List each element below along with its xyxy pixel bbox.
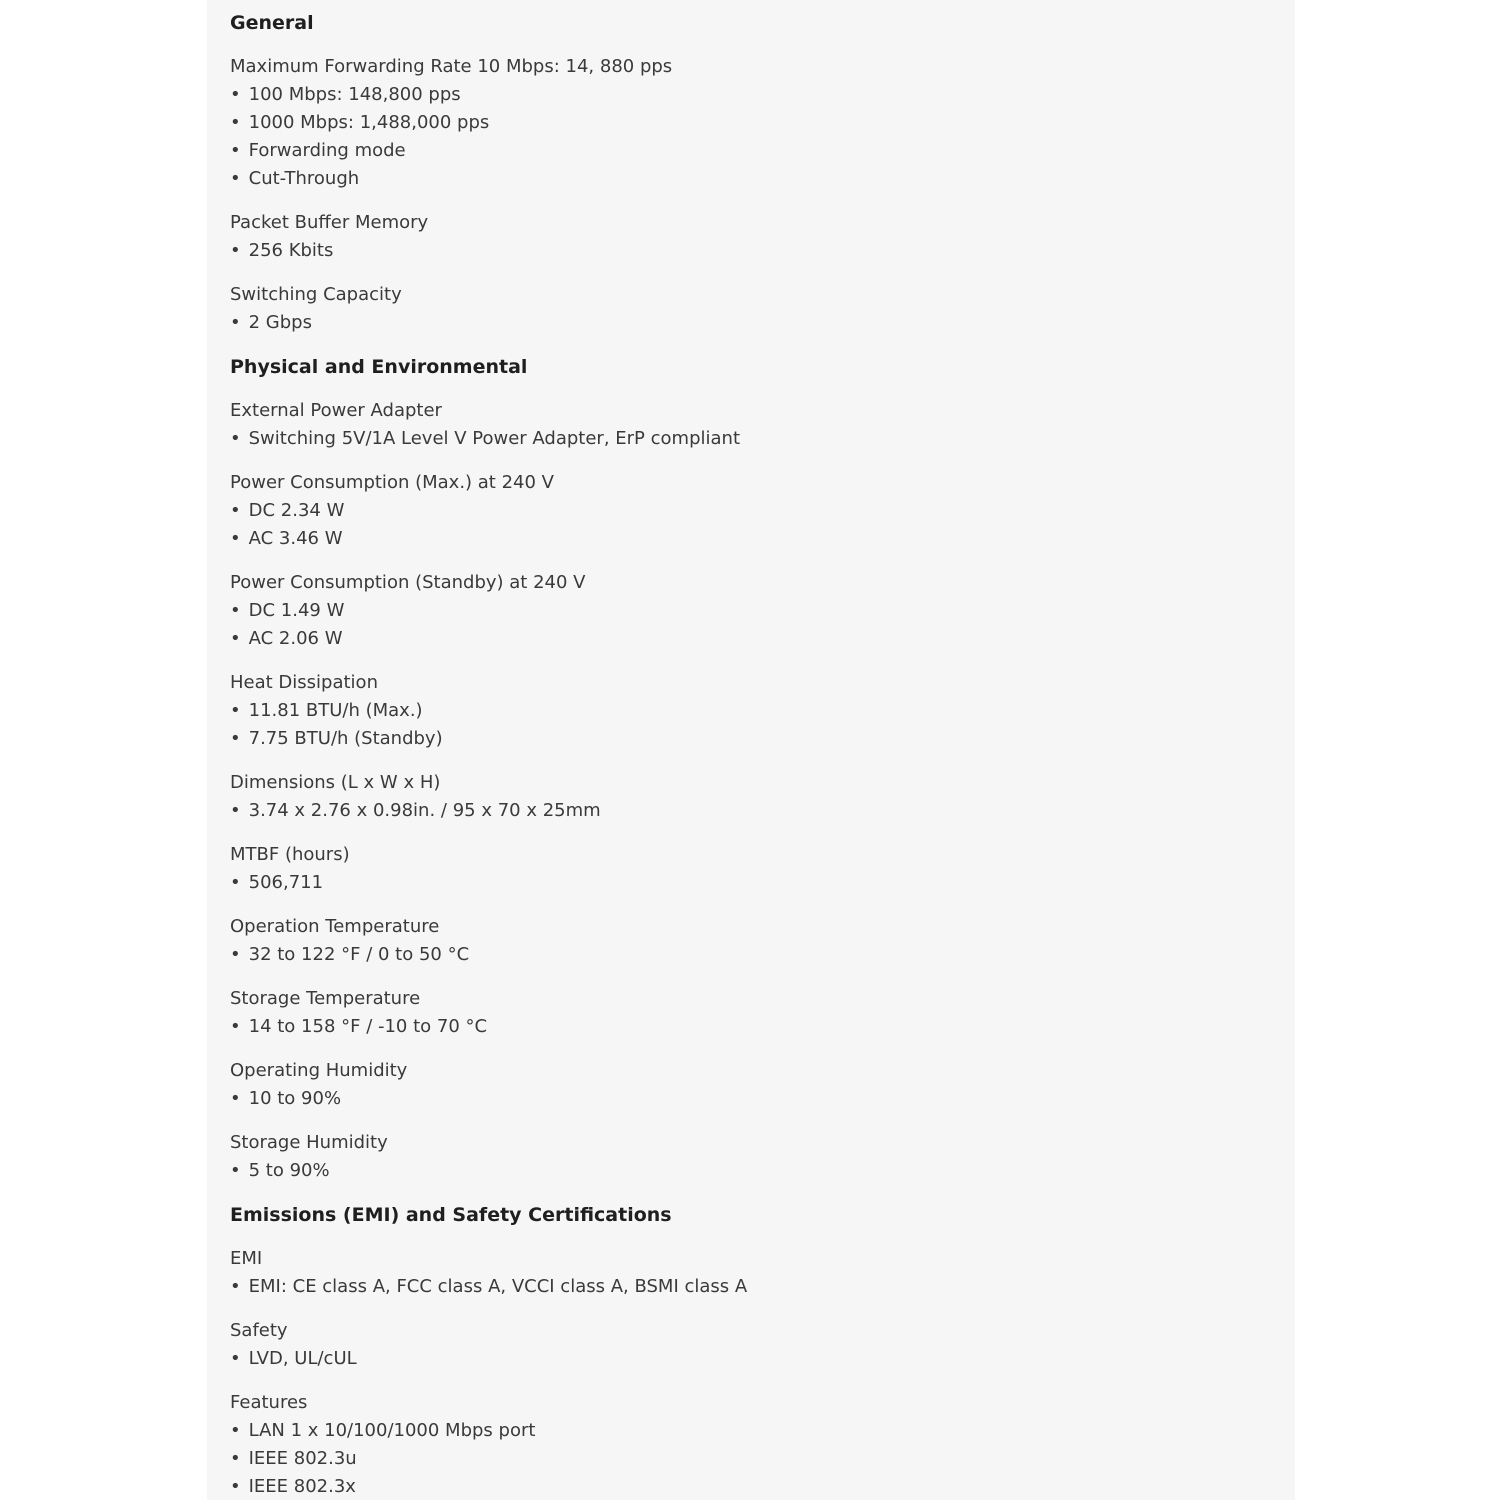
section-emissions-safety	[230, 1201, 1295, 1501]
spec-value: AC 2.06 W	[248, 628, 343, 649]
spec-value: EMI: CE class A, FCC class A, VCCI class A, BSMI class A	[248, 1276, 748, 1297]
bullet-icon: •	[230, 1448, 241, 1469]
spec-label: Storage Humidity	[230, 1132, 388, 1153]
spec-item	[230, 1445, 1295, 1473]
bullet-icon: •	[230, 1276, 241, 1297]
spec-label: Power Consumption (Max.) at 240 V	[230, 472, 554, 493]
spec-group-switching-capacity	[230, 281, 1295, 337]
spec-group-power-consumption-max	[230, 469, 1295, 553]
spec-value: LVD, UL/cUL	[248, 1348, 357, 1369]
spec-item	[230, 1417, 1295, 1445]
spec-item	[230, 697, 1295, 725]
spec-label: Dimensions (L x W x H)	[230, 772, 441, 793]
bullet-icon: •	[230, 240, 241, 261]
spec-group-heat-dissipation	[230, 669, 1295, 753]
bullet-icon: •	[230, 1088, 241, 1109]
spec-value: Switching 5V/1A Level V Power Adapter, ErP compliant	[248, 428, 740, 449]
spec-value: 32 to 122 °F / 0 to 50 °C	[248, 944, 470, 965]
spec-item	[230, 425, 1295, 453]
section-general	[230, 9, 1295, 337]
spec-item	[230, 725, 1295, 753]
spec-value: Forwarding mode	[248, 140, 406, 161]
spec-group-storage-humidity	[230, 1129, 1295, 1185]
spec-value: LAN 1 x 10/100/1000 Mbps port	[248, 1420, 536, 1441]
bullet-icon: •	[230, 112, 241, 133]
spec-item	[230, 81, 1295, 109]
spec-value: AC 3.46 W	[248, 528, 343, 549]
spec-group-mtbf	[230, 841, 1295, 897]
spec-group-emi	[230, 1245, 1295, 1301]
spec-value: DC 1.49 W	[248, 600, 345, 621]
spec-label: Operating Humidity	[230, 1060, 408, 1081]
spec-label: Heat Dissipation	[230, 672, 378, 693]
spec-item	[230, 597, 1295, 625]
bullet-icon: •	[230, 1348, 241, 1369]
spec-item	[230, 941, 1295, 969]
spec-item	[230, 525, 1295, 553]
spec-group-features	[230, 1389, 1295, 1501]
spec-item	[230, 1085, 1295, 1113]
bullet-icon: •	[230, 600, 241, 621]
spec-label: Features	[230, 1392, 308, 1413]
spec-value: IEEE 802.3u	[248, 1448, 357, 1469]
spec-group-safety	[230, 1317, 1295, 1373]
section-heading: Emissions (EMI) and Safety Certifications	[230, 1204, 672, 1226]
spec-value: DC 2.34 W	[248, 500, 345, 521]
spec-label: Packet Buffer Memory	[230, 212, 429, 233]
bullet-icon: •	[230, 84, 241, 105]
spec-label: Storage Temperature	[230, 988, 421, 1009]
spec-label: External Power Adapter	[230, 400, 442, 421]
spec-group-power-consumption-standby	[230, 569, 1295, 653]
spec-item	[230, 137, 1295, 165]
spec-group-operation-temperature	[230, 913, 1295, 969]
spec-value: 2 Gbps	[248, 312, 312, 333]
bullet-icon: •	[230, 872, 241, 893]
spec-group-operating-humidity	[230, 1057, 1295, 1113]
bullet-icon: •	[230, 528, 241, 549]
bullet-icon: •	[230, 800, 241, 821]
spec-item	[230, 625, 1295, 653]
spec-item	[230, 109, 1295, 137]
bullet-icon: •	[230, 728, 241, 749]
spec-value: 506,711	[248, 872, 324, 893]
spec-label: Switching Capacity	[230, 284, 402, 305]
spec-value: 7.75 BTU/h (Standby)	[248, 728, 443, 749]
section-physical-environmental	[230, 353, 1295, 1185]
spec-item	[230, 1473, 1295, 1501]
spec-value: 100 Mbps: 148,800 pps	[248, 84, 461, 105]
spec-value: 10 to 90%	[248, 1088, 342, 1109]
section-heading: General	[230, 12, 314, 34]
spec-item	[230, 237, 1295, 265]
spec-item	[230, 165, 1295, 193]
spec-group-dimensions	[230, 769, 1295, 825]
bullet-icon: •	[230, 1016, 241, 1037]
spec-item	[230, 1273, 1295, 1301]
bullet-icon: •	[230, 428, 241, 449]
spec-item	[230, 869, 1295, 897]
bullet-icon: •	[230, 312, 241, 333]
bullet-icon: •	[230, 1420, 241, 1441]
bullet-icon: •	[230, 1476, 241, 1497]
bullet-icon: •	[230, 944, 241, 965]
spec-label: MTBF (hours)	[230, 844, 350, 865]
spec-group-storage-temperature	[230, 985, 1295, 1041]
spec-item	[230, 1157, 1295, 1185]
spec-group-external-power-adapter	[230, 397, 1295, 453]
spec-group-packet-buffer-memory	[230, 209, 1295, 265]
bullet-icon: •	[230, 700, 241, 721]
bullet-icon: •	[230, 140, 241, 161]
spec-value: 1000 Mbps: 1,488,000 pps	[248, 112, 490, 133]
section-heading: Physical and Environmental	[230, 356, 528, 378]
bullet-icon: •	[230, 168, 241, 189]
spec-item	[230, 1013, 1295, 1041]
spec-label: Safety	[230, 1320, 288, 1341]
spec-item	[230, 309, 1295, 337]
spec-item	[230, 1345, 1295, 1373]
spec-value: 256 Kbits	[248, 240, 334, 261]
spec-label: Power Consumption (Standby) at 240 V	[230, 572, 586, 593]
spec-label: Maximum Forwarding Rate 10 Mbps: 14, 880 pps	[230, 56, 673, 77]
spec-value: 5 to 90%	[248, 1160, 330, 1181]
spec-value: Cut-Through	[248, 168, 360, 189]
spec-sheet-panel	[207, 0, 1295, 1500]
bullet-icon: •	[230, 500, 241, 521]
spec-item	[230, 797, 1295, 825]
spec-label: EMI	[230, 1248, 263, 1269]
spec-group-forwarding-rate	[230, 53, 1295, 193]
bullet-icon: •	[230, 1160, 241, 1181]
spec-item	[230, 497, 1295, 525]
spec-value: 11.81 BTU/h (Max.)	[248, 700, 423, 721]
spec-value: IEEE 802.3x	[248, 1476, 356, 1497]
bullet-icon: •	[230, 628, 241, 649]
spec-value: 3.74 x 2.76 x 0.98in. / 95 x 70 x 25mm	[248, 800, 601, 821]
spec-label: Operation Temperature	[230, 916, 440, 937]
spec-value: 14 to 158 °F / -10 to 70 °C	[248, 1016, 488, 1037]
